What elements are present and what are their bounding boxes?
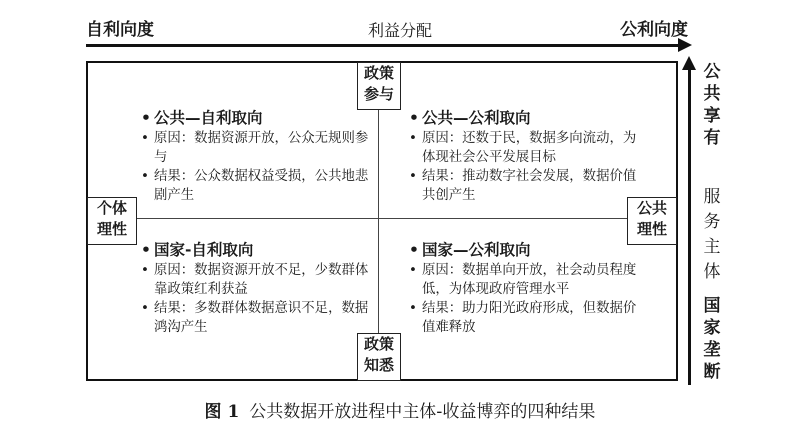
axis-top-arrow-line <box>86 44 680 47</box>
quadrant-title: • 公共—公利取向 <box>407 107 639 129</box>
axis-right-top-label: 公 共 享 有 <box>703 62 721 148</box>
quadrant-item: • 原因：数据资源开放，公众无规则参与 <box>139 129 371 167</box>
axis-top-arrow-head-icon <box>678 38 692 52</box>
figure-caption <box>0 397 800 422</box>
quadrant-title: • 公共—自利取向 <box>139 107 371 129</box>
figure-caption-text: 公共数据开放进程中主体-收益博弈的四种结果 <box>249 402 596 422</box>
quadrant-top-right <box>407 107 639 205</box>
quadrant-item: • 原因：数据资源开放不足，少数群体靠政策红利获益 <box>139 261 371 299</box>
axis-top-right-label: 公利向度 <box>620 20 688 40</box>
quadrant-item: • 结果：多数群体数据意识不足，数据鸿沟产生 <box>139 299 371 337</box>
axis-top-center-label: 利益分配 <box>367 21 432 40</box>
quadrant-item: • 结果：助力阳光政府形成，但数据价值难释放 <box>407 299 639 337</box>
figure-number: 图 1 <box>204 402 240 422</box>
axis-right-arrow-head-icon <box>682 56 696 70</box>
axis-right-bottom-label: 国 家 垄 断 <box>703 296 721 382</box>
horizontal-divider <box>88 218 676 219</box>
label-box-public-rationality: 公共 理性 <box>627 197 677 245</box>
quadrant-title: • 国家-自利取向 <box>139 239 371 261</box>
quadrant-top-left <box>139 107 371 205</box>
vertical-divider <box>378 63 379 379</box>
quadrant-item: • 原因：数据单向开放，社会动员程度低，为体现政府管理水平 <box>407 261 639 299</box>
quadrant-item: • 结果：推动数字社会发展，数据价值共创产生 <box>407 167 639 205</box>
label-box-policy-participation: 政策 参与 <box>357 62 401 110</box>
quadrant-item: • 原因：还数于民，数据多向流动，为体现社会公平发展目标 <box>407 129 639 167</box>
axis-right-middle-label: 服 务 主 体 <box>703 187 721 282</box>
quadrant-bottom-left <box>139 239 371 337</box>
axis-top-left-label: 自利向度 <box>86 20 154 40</box>
axis-right-arrow-line <box>688 70 691 385</box>
quadrant-bottom-right <box>407 239 639 337</box>
quadrant-title: • 国家—公利取向 <box>407 239 639 261</box>
label-box-individual-rationality: 个体 理性 <box>87 197 137 245</box>
quadrant-item: • 结果：公众数据权益受损，公共地悲剧产生 <box>139 167 371 205</box>
label-box-policy-awareness: 政策 知悉 <box>357 333 401 381</box>
